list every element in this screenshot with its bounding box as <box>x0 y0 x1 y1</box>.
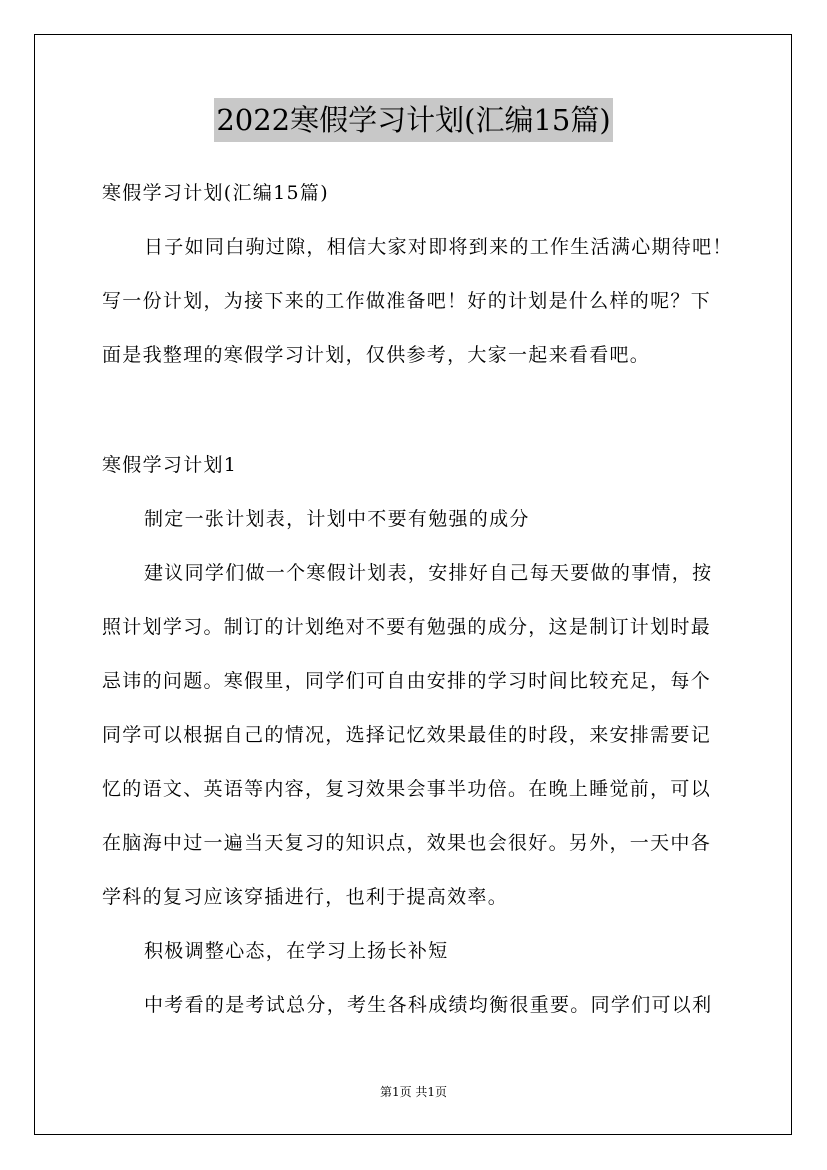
paragraph-line: 中考看的是考试总分，考生各科成绩均衡很重要。同学们可以利 <box>144 994 713 1016</box>
paragraph-line: 忆的语文、英语等内容，复习效果会事半功倍。在晚上睡觉前，可以 <box>102 778 712 800</box>
paragraph-line: 建议同学们做一个寒假计划表，安排好自己每天要做的事情，按 <box>144 562 713 584</box>
paragraph-line: 学科的复习应该穿插进行，也利于提高效率。 <box>102 886 509 908</box>
paragraph-line: 同学可以根据自己的情况，选择记忆效果最佳的时段，来安排需要记 <box>102 724 712 746</box>
point-heading: 制定一张计划表，计划中不要有勉强的成分 <box>144 508 530 530</box>
page-footer: 第1页 共1页 <box>379 1085 448 1099</box>
title-container <box>0 98 827 142</box>
point-heading: 积极调整心态，在学习上扬长补短 <box>144 940 449 962</box>
intro-line: 写一份计划，为接下来的工作做准备吧！好的计划是什么样的呢？下 <box>102 290 712 312</box>
section-heading: 寒假学习计划1 <box>102 454 238 476</box>
document-subtitle: 寒假学习计划(汇编15篇) <box>102 182 329 204</box>
intro-line: 日子如同白驹过隙，相信大家对即将到来的工作生活满心期待吧！ <box>144 236 733 258</box>
document-title: 2022寒假学习计划(汇编15篇) <box>214 98 612 142</box>
intro-line: 面是我整理的寒假学习计划，仅供参考，大家一起来看看吧。 <box>102 344 651 366</box>
paragraph-line: 在脑海中过一遍当天复习的知识点，效果也会很好。另外，一天中各 <box>102 832 712 854</box>
paragraph-line: 忌讳的问题。寒假里，同学们可自由安排的学习时间比较充足，每个 <box>102 670 712 692</box>
paragraph-line: 照计划学习。制订的计划绝对不要有勉强的成分，这是制订计划时最 <box>102 616 712 638</box>
